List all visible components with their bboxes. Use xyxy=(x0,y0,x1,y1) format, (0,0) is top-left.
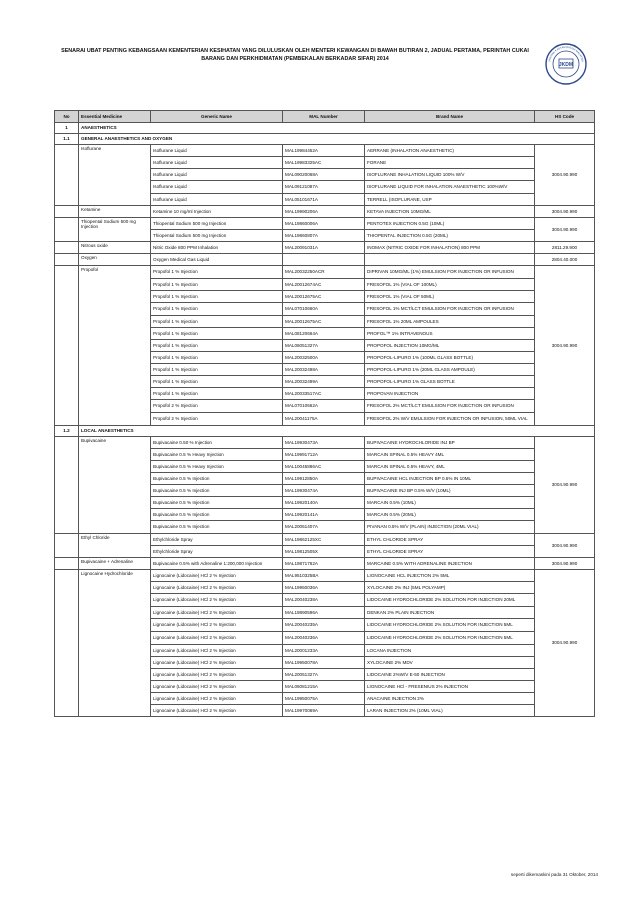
brand-name-cell: PROFOL™ 1% INTRAVENOUS xyxy=(365,328,535,340)
brand-name-cell: PROPOVAN INJECTION xyxy=(365,388,535,400)
brand-name-cell: AERRANE (INHALATION ANAESTHETIC) xyxy=(365,145,535,157)
hs-code-cell: 3004.90.990 xyxy=(535,145,595,206)
generic-name-cell: Isoflurane Liquid xyxy=(151,169,283,181)
brand-name-cell: FORANE xyxy=(365,157,535,169)
generic-name-cell: Bupivacaine 0.50 % Injection xyxy=(151,437,283,449)
customs-seal-logo xyxy=(544,42,588,86)
table-row xyxy=(55,206,595,218)
essential-medicine-cell: Oxygen xyxy=(79,254,151,266)
brand-name-cell: PROPOFOL-LIPURO 1% GLASS BOTTLE xyxy=(365,376,535,388)
medicine-table xyxy=(54,110,595,717)
mal-number-cell: MAL19890596A xyxy=(283,607,365,619)
seal-arc-text: JABATAN KASTAM DIRAJA MALAYSIA xyxy=(548,45,584,63)
generic-name-cell: Propofol 1 % Injection xyxy=(151,376,283,388)
table-row xyxy=(55,254,595,266)
mal-number-cell: MAL06081215A xyxy=(283,681,365,693)
seal-center-text: JKDM xyxy=(558,62,574,68)
brand-name-cell: PROPOFOL-LIPURO 1% (20ML GLASS AMPOULE) xyxy=(365,364,535,376)
brand-name-cell: FRESOFOL 2% W/V EMULSION FOR INJECTION OR INFUSION, 50ML VIAL xyxy=(365,413,535,426)
brand-name-cell: FRESOFOL 1% MCT/LCT EMULSION FOR INJECTION OR INFUSION xyxy=(365,303,535,316)
brand-name-cell: MARCAIN 0.5% (10ML) xyxy=(365,497,535,509)
mal-number-cell: MAL20041175A xyxy=(283,413,365,426)
generic-name-cell: Lignocaine (Lidocaine) HCl 2 % Injection xyxy=(151,594,283,607)
brand-name-cell: BUPIVACAINE INJ BP 0.5% W/V (10ML) xyxy=(365,485,535,497)
brand-name-cell: FRESOFOL 2% MCT/LCT EMULSION FOR INJECTION OR INFUSION xyxy=(365,400,535,413)
no-cell xyxy=(55,437,79,534)
section-number: 1.1 xyxy=(55,134,79,145)
mal-number-cell: MAL05101671A xyxy=(283,194,365,206)
mal-number-cell: MAL20012675AC xyxy=(283,291,365,303)
col-header-essential: Essential Medicine xyxy=(79,111,151,123)
table-row xyxy=(55,558,595,570)
generic-name-cell: Isoflurane Liquid xyxy=(151,181,283,194)
essential-medicine-cell: Bupivacaine xyxy=(79,437,151,534)
mal-number-cell: MAL20032499A xyxy=(283,376,365,388)
brand-name-cell: LIDOCAINE 2%W/V E-50 INJECTION xyxy=(365,669,535,681)
essential-medicine-cell: Nitrous oxide xyxy=(79,242,151,254)
mal-number-cell: MAL08120664A xyxy=(283,328,365,340)
generic-name-cell: Oxygen Medical Gas Liquid xyxy=(151,254,283,266)
mal-number-cell: MAL20032500A xyxy=(283,352,365,364)
brand-name-cell: XYLOCAINE 2% MDV xyxy=(365,657,535,669)
generic-name-cell: Propofol 1 % Injection xyxy=(151,328,283,340)
brand-name-cell: MARCAINE 0.5% WITH ADRENALINE INJECTION xyxy=(365,558,535,570)
generic-name-cell: Nitric Oxide 800 PPM Inhalation xyxy=(151,242,283,254)
mal-number-cell: MAL20040236A xyxy=(283,632,365,645)
essential-medicine-cell: Isoflurane xyxy=(79,145,151,206)
hs-code-cell: 2811.29.900 xyxy=(535,242,595,254)
mal-number-cell: MAL20040235A xyxy=(283,619,365,632)
table-header-row xyxy=(55,111,595,123)
no-cell xyxy=(55,242,79,254)
generic-name-cell: Lignocaine (Lidocaine) HCl 2 % Injection xyxy=(151,669,283,681)
col-header-mal: MAL Number xyxy=(283,111,365,123)
brand-name-cell: LIDOCAINE HYDROCHLORIDE 2% SOLUTION FOR INJECTION 5ML xyxy=(365,632,535,645)
generic-name-cell: Lignocaine (Lidocaine) HCl 2 % Injection xyxy=(151,607,283,619)
mal-number-cell: MAL19970069A xyxy=(283,705,365,717)
no-cell xyxy=(55,145,79,206)
brand-name-cell: DENKAN 2% PLAIN INJECTION xyxy=(365,607,535,619)
essential-medicine-cell: Propofol xyxy=(79,266,151,426)
mal-number-cell: MAL19860006A xyxy=(283,218,365,230)
mal-number-cell: MAL19983325AC xyxy=(283,157,365,169)
hs-code-cell: 3004.90.990 xyxy=(535,266,595,426)
brand-name-cell: BUPIVACAINE HYDROCHLORIDE INJ BP xyxy=(365,437,535,449)
brand-name-cell: ANACAINE INJECTION 2% xyxy=(365,693,535,705)
brand-name-cell: ISOFLURANE LIQUID FOR INHALATION ANAESTHETIC 100%W/V xyxy=(365,181,535,194)
mal-number-cell: MAL07010662A xyxy=(283,400,365,413)
mal-number-cell: MAL19991712A xyxy=(283,449,365,461)
brand-name-cell: LIGNOCAINE HCL INJECTION 2% 5ML xyxy=(365,570,535,582)
mal-number-cell: MAL20091031A xyxy=(283,242,365,254)
mal-number-cell: MAL19950036A xyxy=(283,582,365,594)
brand-name-cell: LOCANA INJECTION xyxy=(365,645,535,657)
generic-name-cell: Bupivacaine 0.5 % Injection xyxy=(151,521,283,534)
section-label: LOCAL ANAESTHETICS xyxy=(79,426,595,437)
brand-name-cell: XYLOCAINE 2% INJ (5ML POLYAMP) xyxy=(365,582,535,594)
no-cell xyxy=(55,534,79,558)
mal-number-cell: MAL10045886AC xyxy=(283,461,365,473)
brand-name-cell: THIOPENTAL INJECTION 0.5G (20ML) xyxy=(365,230,535,242)
essential-medicine-cell: Thiopental Sodium 500 mg Injection xyxy=(79,218,151,242)
mal-number-cell: MAL20051327A xyxy=(283,669,365,681)
col-header-brand: Brand Name xyxy=(365,111,535,123)
generic-name-cell: Propofol 1 % Injection xyxy=(151,303,283,316)
no-cell xyxy=(55,558,79,570)
mal-number-cell: MAL19950075A xyxy=(283,693,365,705)
brand-name-cell: DIPRIVAN 10MG/ML (1%) EMULSION FOR INJECTION OR INFUSION xyxy=(365,266,535,279)
brand-name-cell: ETHYL CHLORIDE SPRAY xyxy=(365,534,535,546)
brand-name-cell: PROPOFOL-LIPURO 1% (100ML GLASS BOTTLE) xyxy=(365,352,535,364)
generic-name-cell: Propofol 1 % Injection xyxy=(151,340,283,352)
generic-name-cell: Lignocaine (Lidocaine) HCl 2 % Injection xyxy=(151,705,283,717)
brand-name-cell: PENTOTEX INJECTION 0.5G (10ML) xyxy=(365,218,535,230)
generic-name-cell: Lignocaine (Lidocaine) HCl 2 % Injection xyxy=(151,570,283,582)
essential-medicine-cell: Ethyl Chloride xyxy=(79,534,151,558)
section-row xyxy=(55,134,595,145)
generic-name-cell: Propofol 1 % Injection xyxy=(151,316,283,328)
page-title: SENARAI UBAT PENTING KEBANGSAAN KEMENTERIAN KESIHATAN YANG DILULUSKAN OLEH MENTERI KEWANGAN DI BAWAH BUTIRAN 2, JADUAL PERTAMA, PERINTAH CUKAI BARANG DAN PERKHIDMATAN (PEMBEKALAN BERKADAR SIFAR) 2014 xyxy=(61,48,529,62)
generic-name-cell: Isoflurane Liquid xyxy=(151,145,283,157)
mal-number-cell: MAL19860807A xyxy=(283,230,365,242)
no-cell xyxy=(55,218,79,242)
mal-number-cell: MAL19920141A xyxy=(283,509,365,521)
mal-number-cell: MAL19862125XC xyxy=(283,534,365,546)
hs-code-cell: 3004.90.990 xyxy=(535,437,595,534)
generic-name-cell: Lignocaine (Lidocaine) HCl 2 % Injection xyxy=(151,582,283,594)
brand-name-cell xyxy=(365,254,535,266)
brand-name-cell: LIGNOCAINE HCl - FRESENIUS 2% INJECTION xyxy=(365,681,535,693)
table-row xyxy=(55,242,595,254)
brand-name-cell: FRESOFOL 1% (VIAL OF 50ML) xyxy=(365,291,535,303)
generic-name-cell: Bupivacaine 0.5 % Heavy Injection xyxy=(151,449,283,461)
mal-number-cell: MAL19950078A xyxy=(283,657,365,669)
mal-number-cell xyxy=(283,254,365,266)
mal-number-cell: MAL07010660A xyxy=(283,303,365,316)
generic-name-cell: Propofol 1 % Injection xyxy=(151,279,283,291)
footer-note: seperti dikemaskini pada 31 Oktober, 2014 xyxy=(510,872,598,877)
mal-number-cell: MAL20012674AC xyxy=(283,279,365,291)
generic-name-cell: Lignocaine (Lidocaine) HCl 2 % Injection xyxy=(151,645,283,657)
mal-number-cell: MAL20040238A xyxy=(283,594,365,607)
generic-name-cell: Bupivacaine 0.5 % Injection xyxy=(151,473,283,485)
generic-name-cell: Lignocaine (Lidocaine) HCl 2 % Injection xyxy=(151,657,283,669)
table-row xyxy=(55,266,595,279)
generic-name-cell: Propofol 1 % Injection xyxy=(151,388,283,400)
generic-name-cell: Propofol 2 % Injection xyxy=(151,413,283,426)
brand-name-cell: ISOFLURANE INHALATION LIQUID 100% W/V xyxy=(365,169,535,181)
generic-name-cell: Propofol 1 % Injection xyxy=(151,364,283,376)
hs-code-cell: 3004.90.990 xyxy=(535,534,595,558)
brand-name-cell: BUPIVACAINE HCL INJECTION BP 0.5% IN 10ML xyxy=(365,473,535,485)
generic-name-cell: Propofol 1 % Injection xyxy=(151,352,283,364)
mal-number-cell: MAL06051327A xyxy=(283,340,365,352)
brand-name-cell: MARCAIN SPINAL 0.5% HEAVY 4ML xyxy=(365,449,535,461)
generic-name-cell: Propofol 2 % Injection xyxy=(151,400,283,413)
generic-name-cell: Isoflurane Liquid xyxy=(151,157,283,169)
mal-number-cell: MAL19984452A xyxy=(283,145,365,157)
mal-number-cell: MAL19930473A xyxy=(283,437,365,449)
hs-code-cell: 3004.90.990 xyxy=(535,558,595,570)
generic-name-cell: Lignocaine (Lidocaine) HCl 2 % Injection xyxy=(151,693,283,705)
essential-medicine-cell: Lignocaine Hydrochloride xyxy=(79,570,151,717)
mal-number-cell: MAL09020068A xyxy=(283,169,365,181)
section-row xyxy=(55,426,595,437)
section-row xyxy=(55,123,595,134)
generic-name-cell: Ethylchloride Spray xyxy=(151,546,283,558)
generic-name-cell: Bupivacaine 0.5 % Injection xyxy=(151,497,283,509)
mal-number-cell: MAL19871762A xyxy=(283,558,365,570)
mal-number-cell: MAL20032498A xyxy=(283,364,365,376)
essential-medicine-cell: Bupivacaine + Adrenaline xyxy=(79,558,151,570)
brand-name-cell: INOMAX (NITRIC OXIDE FOR INHALATION) 800 PPM xyxy=(365,242,535,254)
mal-number-cell: MAL19930474A xyxy=(283,485,365,497)
generic-name-cell: Propofol 1 % Injection xyxy=(151,266,283,279)
col-header-no: No xyxy=(55,111,79,123)
mal-number-cell: MAL9510325BA xyxy=(283,570,365,582)
table-row xyxy=(55,570,595,582)
brand-name-cell: MARCAIN SPINAL 0.5% HEAVY, 4ML xyxy=(365,461,535,473)
generic-name-cell: Lignocaine (Lidocaine) HCl 2 % Injection xyxy=(151,632,283,645)
brand-name-cell: PROPOFOL INJECTION 10MG/ML xyxy=(365,340,535,352)
generic-name-cell: Thiopental Sodium 500 mg Injection xyxy=(151,230,283,242)
mal-number-cell: MAL19812505X xyxy=(283,546,365,558)
generic-name-cell: Ketamine 10 mg/ml Injection xyxy=(151,206,283,218)
generic-name-cell: Propofol 1 % Injection xyxy=(151,291,283,303)
generic-name-cell: Thiopental Sodium 500 mg Injection xyxy=(151,218,283,230)
no-cell xyxy=(55,570,79,717)
table-row xyxy=(55,437,595,449)
no-cell xyxy=(55,254,79,266)
hs-code-cell: 3004.90.990 xyxy=(535,206,595,218)
mal-number-cell: MAL20032250ACR xyxy=(283,266,365,279)
no-cell xyxy=(55,266,79,426)
hs-code-cell: 3004.90.990 xyxy=(535,218,595,242)
section-label: ANAESTHETICS xyxy=(79,123,595,134)
brand-name-cell: MARCAIN 0.5% (20ML) xyxy=(365,509,535,521)
brand-name-cell: LARAN INJECTION 2% (10ML VIAL) xyxy=(365,705,535,717)
no-cell xyxy=(55,206,79,218)
col-header-generic: Generic Name xyxy=(151,111,283,123)
generic-name-cell: Ethylchloride Spray xyxy=(151,534,283,546)
mal-number-cell: MAL19912850A xyxy=(283,473,365,485)
section-label: GENERAL ANAESTHETICS AND OXYGEN xyxy=(79,134,595,145)
hs-code-cell: 2804.40.000 xyxy=(535,254,595,266)
brand-name-cell: ETHYL CHLORIDE SPRAY xyxy=(365,546,535,558)
generic-name-cell: Bupivacaine 0.5 % Heavy Injection xyxy=(151,461,283,473)
essential-medicine-cell: Ketamine xyxy=(79,206,151,218)
brand-name-cell: PIVANAN 0.5% W/V (PLAIN) INJECTION (20ML VIAL) xyxy=(365,521,535,534)
brand-name-cell: TERRELL (ISOFLURANE, USP xyxy=(365,194,535,206)
hs-code-cell: 3004.90.990 xyxy=(535,570,595,717)
section-number: 1.2 xyxy=(55,426,79,437)
brand-name-cell: FRESOFOL 1% (VIAL OF 100ML) xyxy=(365,279,535,291)
brand-name-cell: FRESOFOL 1% 20ML AMPOULES xyxy=(365,316,535,328)
mal-number-cell: MAL20012675AC xyxy=(283,316,365,328)
generic-name-cell: Bupivacaine 0.5% with Adrenaline 1:200,000 Injection xyxy=(151,558,283,570)
mal-number-cell: MAL20001233A xyxy=(283,645,365,657)
mal-number-cell: MAL19920140A xyxy=(283,497,365,509)
brand-name-cell: KETAVA INJECTION 10MG/ML xyxy=(365,206,535,218)
mal-number-cell: MAL20051407A xyxy=(283,521,365,534)
table-row xyxy=(55,145,595,157)
table-row xyxy=(55,218,595,230)
mal-number-cell: MAL09121087A xyxy=(283,181,365,194)
table-row xyxy=(55,534,595,546)
generic-name-cell: Bupivacaine 0.5 % Injection xyxy=(151,509,283,521)
generic-name-cell: Isoflurane Liquid xyxy=(151,194,283,206)
col-header-hs: HS Code xyxy=(535,111,595,123)
section-number: 1 xyxy=(55,123,79,134)
generic-name-cell: Lignocaine (Lidocaine) HCl 2 % Injection xyxy=(151,681,283,693)
brand-name-cell: LIDOCAINE HYDROCHLORIDE 2% SOLUTION FOR INJECTION 5ML xyxy=(365,619,535,632)
mal-number-cell: MAL19990206A xyxy=(283,206,365,218)
mal-number-cell: MAL20033517AC xyxy=(283,388,365,400)
svg-text:JABATAN KASTAM DIRAJA MALAYSIA xyxy=(547,45,585,63)
brand-name-cell: LIDOCAINE HYDROCHLORIDE 2% SOLUTION FOR INJECTION 20ML xyxy=(365,594,535,607)
generic-name-cell: Bupivacaine 0.5 % Injection xyxy=(151,485,283,497)
generic-name-cell: Lignocaine (Lidocaine) HCl 2 % Injection xyxy=(151,619,283,632)
